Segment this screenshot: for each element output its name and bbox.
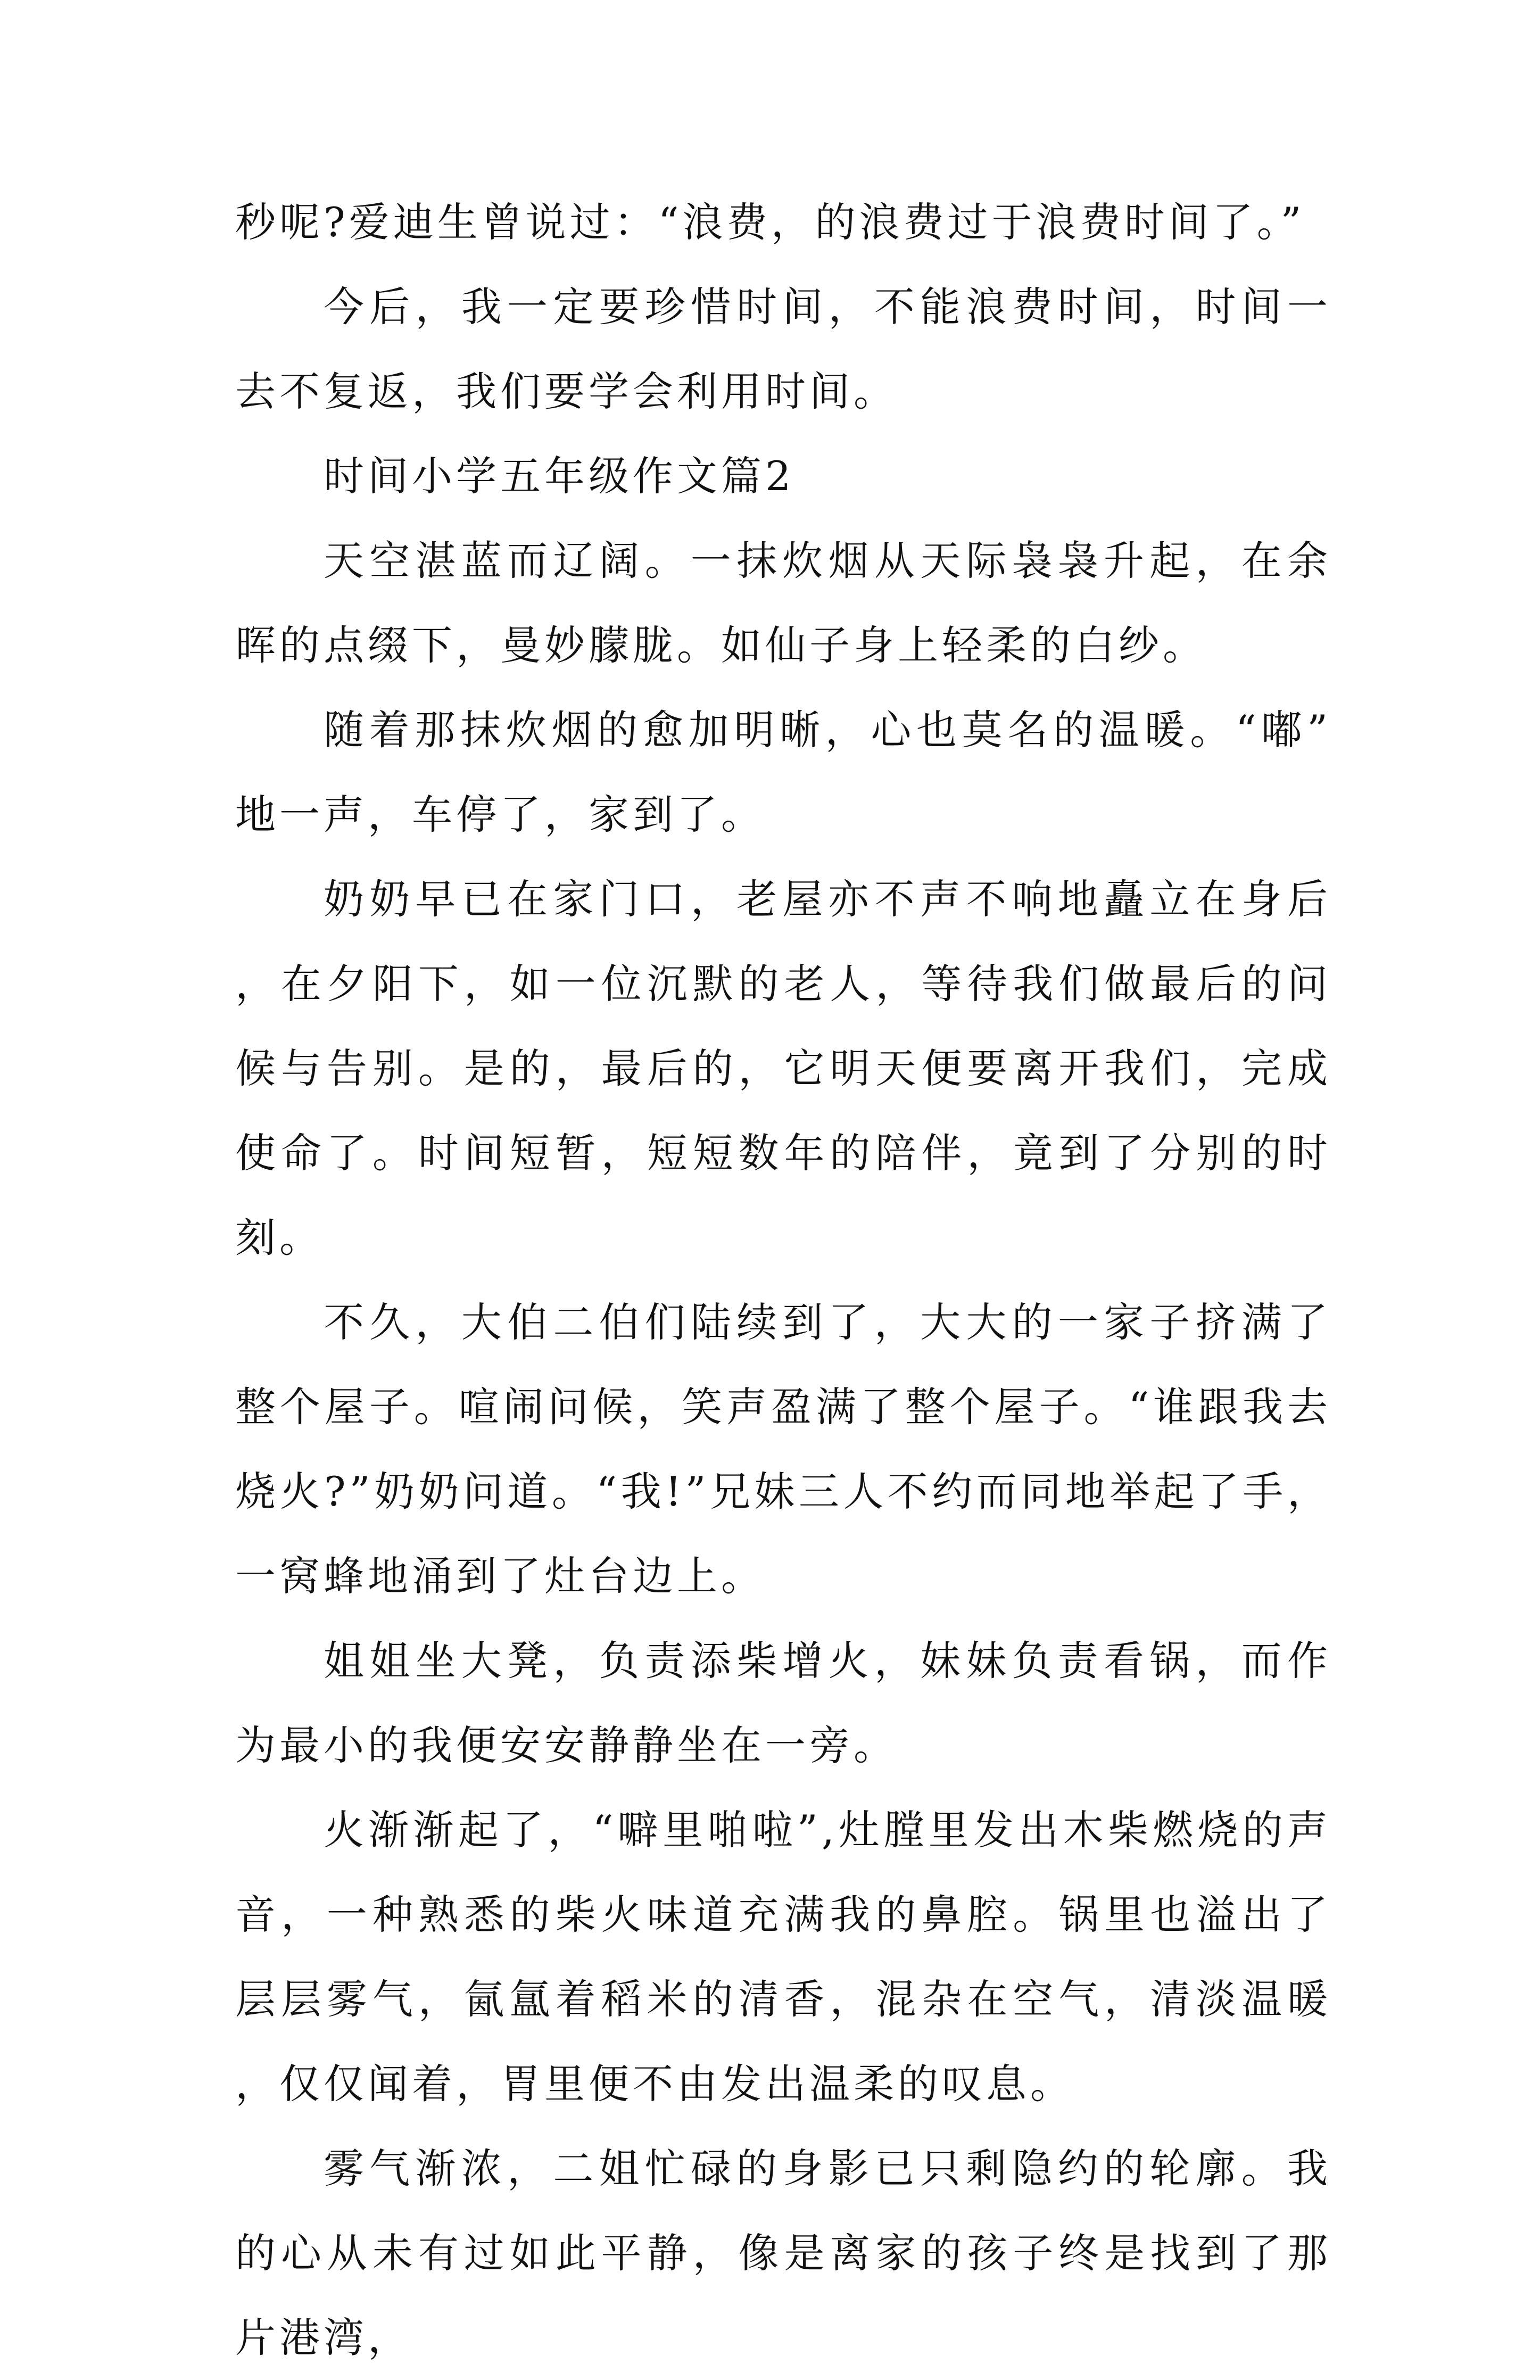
paragraph-7: 姐姐坐大凳，负责添柴增火，妹妹负责看锅，而作为最小的我便安安静静坐在一旁。 <box>235 1637 1331 1769</box>
section-heading: 时间小学五年级作文篇2 <box>324 452 795 500</box>
paragraph-1: 秒呢?爱迪生曾说过：“浪费，的浪费过于浪费时间了。” <box>235 199 1305 246</box>
paragraph-9: 雾气渐浓，二姐忙碌的身影已只剩隐约的轮廓。我的心从未有过如此平静，像是离家的孩子终是找到了那片港湾， <box>235 2145 1331 2361</box>
paragraph-8: 火渐渐起了，“噼里啪啦”,灶膛里发出木柴燃烧的声音，一种熟悉的柴火味道充满我的鼻腔。锅里也溢出了层层雾气，氤氲着稻米的清香，混杂在空气，清淡温暖，仅仅闻着，胃里便不由发出温柔的叹息。 <box>235 1806 1331 2108</box>
paragraph-5: 奶奶早已在家门口，老屋亦不声不响地矗立在身后，在夕阳下，如一位沉默的老人，等待我们做最后的问候与告别。是的，最后的，它明天便要离开我们，完成使命了。时间短暂，短短数年的陪伴，竟到了分别的时刻。 <box>235 875 1331 1261</box>
article-body <box>235 180 1331 2380</box>
paragraph-3: 天空湛蓝而辽阔。一抹炊烟从天际袅袅升起，在余晖的点缀下，曼妙朦胧。如仙子身上轻柔的白纱。 <box>235 537 1331 669</box>
paragraph-2: 今后，我一定要珍惜时间，不能浪费时间，时间一去不复返，我们要学会利用时间。 <box>235 283 1331 415</box>
paragraph-6: 不久，大伯二伯们陆续到了，大大的一家子挤满了整个屋子。喧闹问候，笑声盈满了整个屋子。“谁跟我去烧火?”奶奶问道。“我!”兄妹三人不约而同地举起了手，一窝蜂地涌到了灶台边上。 <box>235 1299 1331 1600</box>
paragraph-4: 随着那抹炊烟的愈加明晰，心也莫名的温暖。“嘟”地一声，车停了，家到了。 <box>235 706 1331 838</box>
